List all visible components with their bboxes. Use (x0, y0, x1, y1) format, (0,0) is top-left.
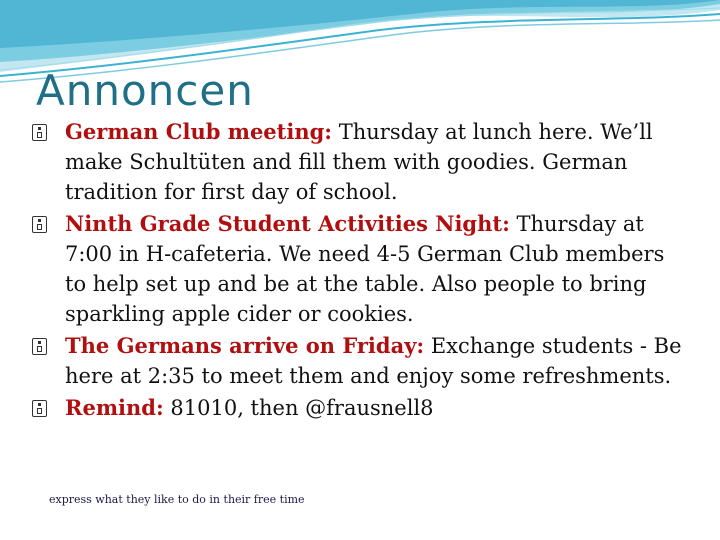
bullet-icon (32, 400, 47, 417)
announcement-heading: Ninth Grade Student Activities Night: (65, 211, 510, 236)
announcement-text: Exchange students - Be here at 2:35 to meet them and enjoy some refreshments. (65, 334, 682, 388)
announcement-list (32, 117, 692, 425)
announcement-item (32, 209, 692, 329)
slide-title: Annoncen (36, 66, 254, 115)
announcement-item (32, 117, 692, 207)
announcement-text: Thursday at lunch here. We’ll make Schultüten and fill them with goodies. German tradition for first day of school. (65, 120, 653, 204)
announcement-heading: Remind: (65, 395, 164, 420)
footer-note: express what they like to do in their free time (49, 493, 305, 506)
announcement-text: Thursday at 7:00 in H-cafeteria. We need 4-5 German Club members to help set up and be at the table. Also people to bring sparkling apple cider or cookies. (65, 212, 665, 326)
announcement-item (32, 331, 692, 391)
bullet-icon (32, 216, 47, 233)
announcement-text: 81010, then @frausnell8 (163, 396, 434, 420)
announcement-heading: German Club meeting: (65, 119, 333, 144)
bullet-icon (32, 338, 47, 355)
bullet-icon (32, 124, 47, 141)
announcement-heading: The Germans arrive on Friday: (65, 333, 425, 358)
announcement-item (32, 393, 692, 423)
